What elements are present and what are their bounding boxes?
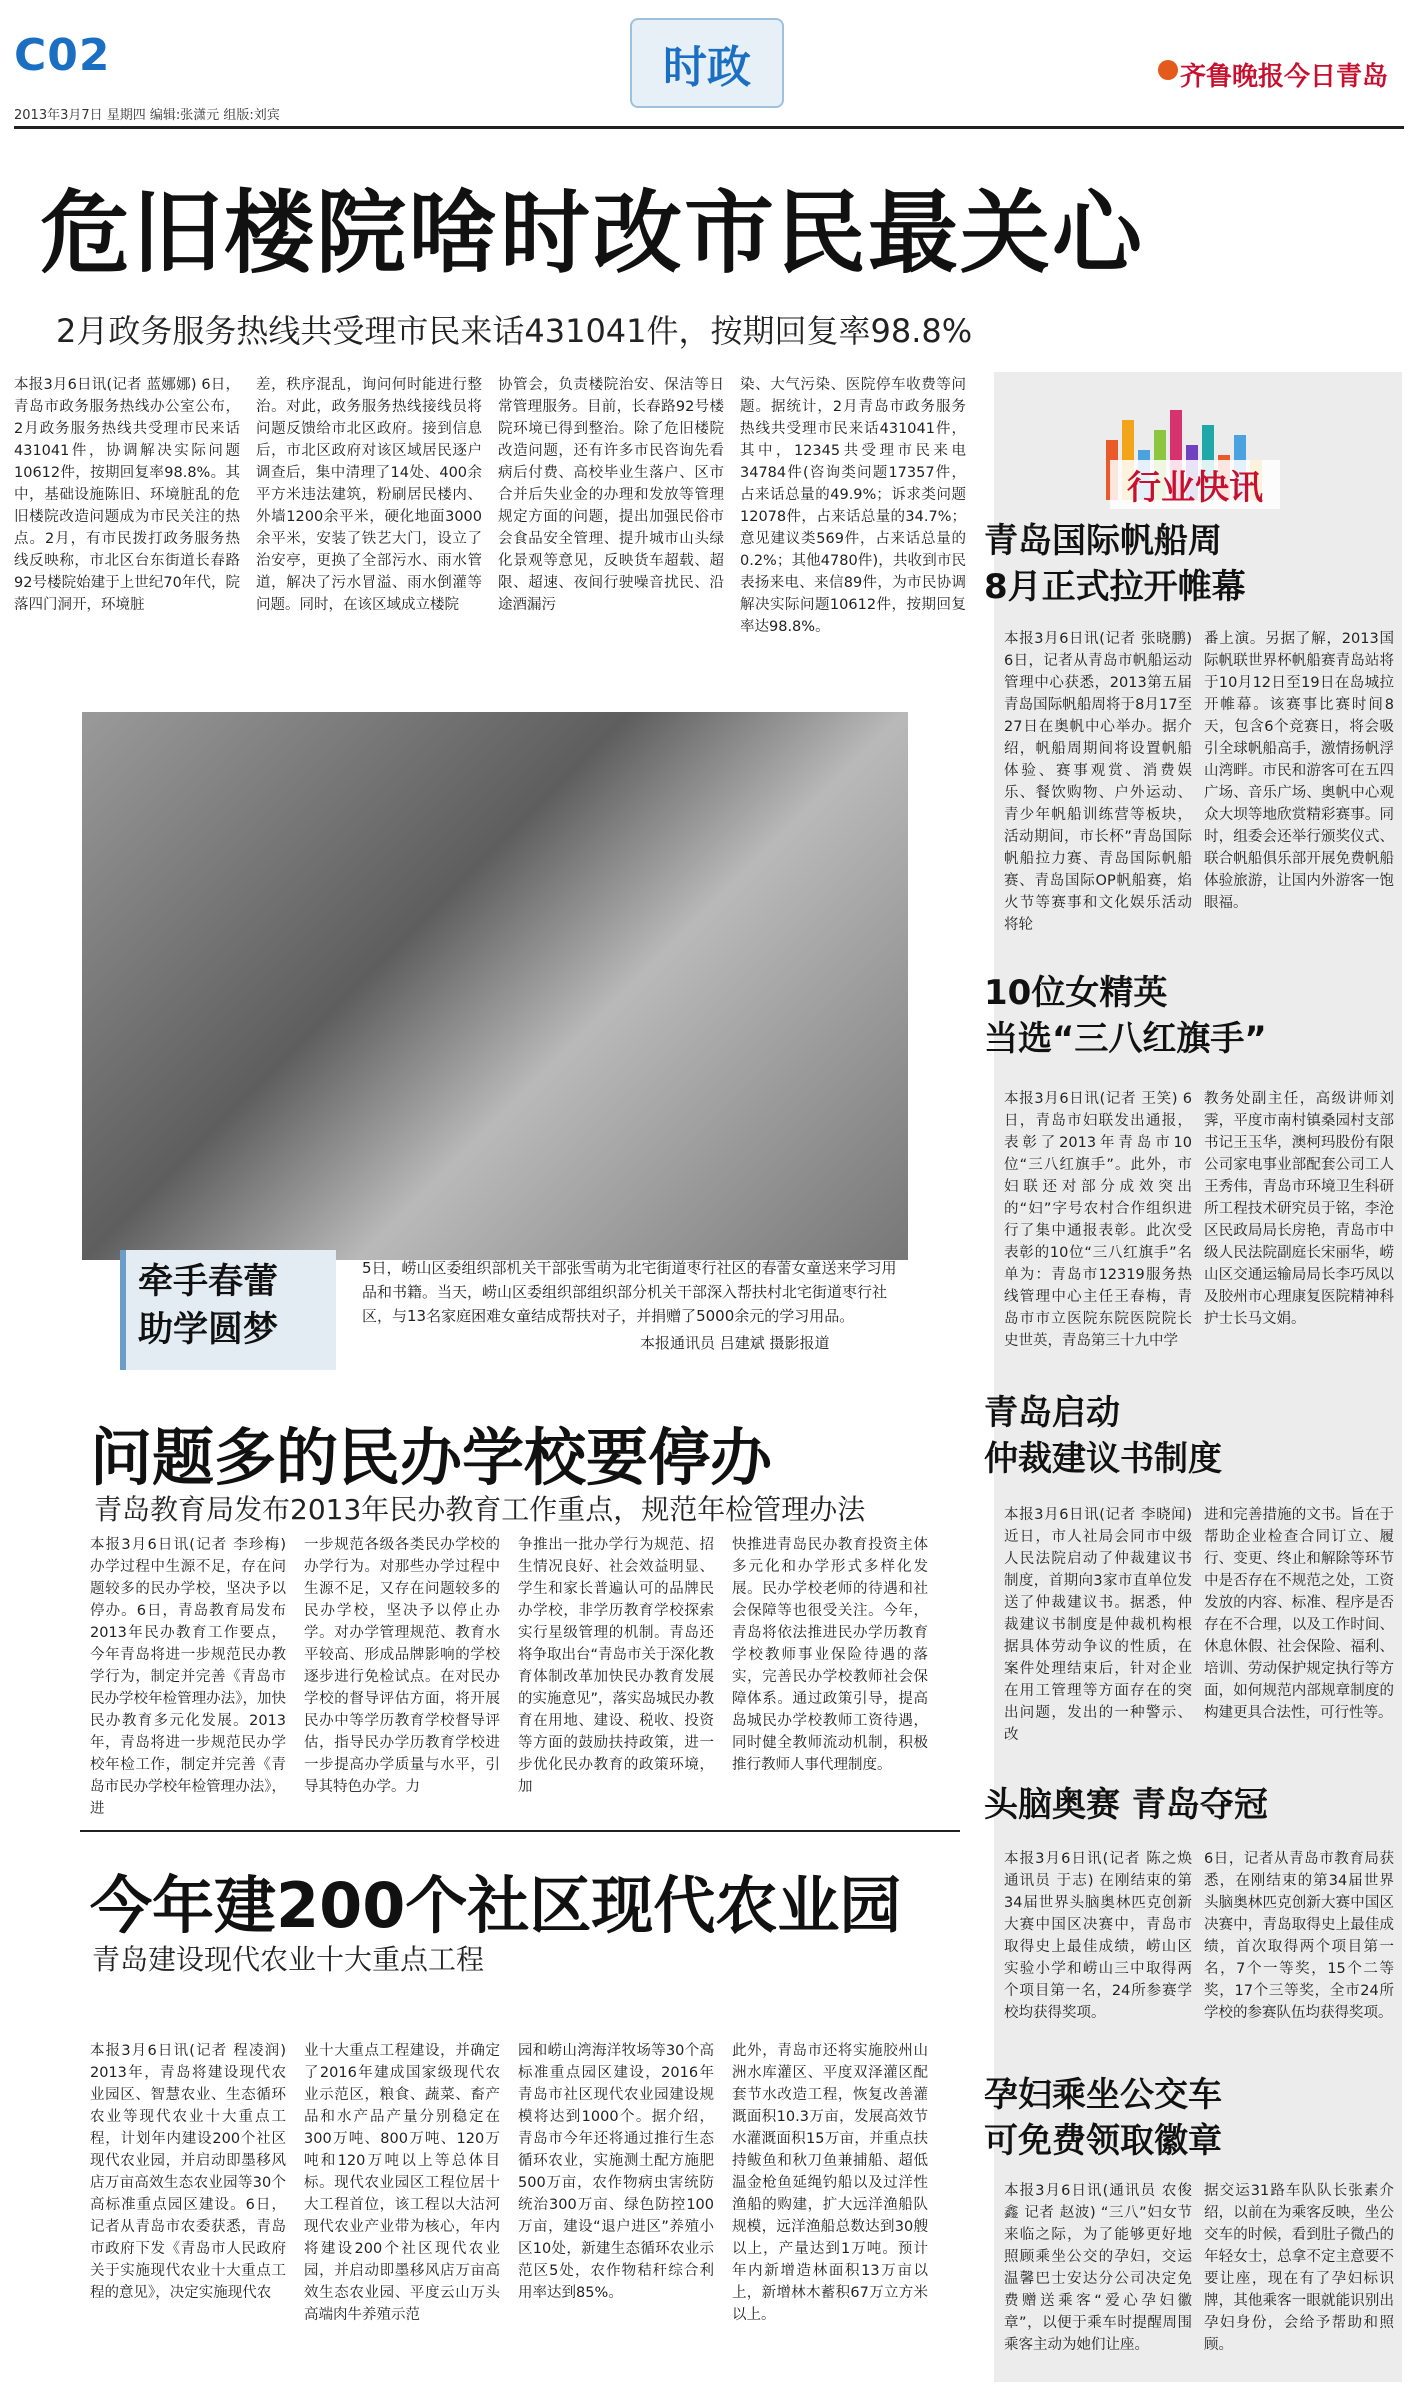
brief-3-title — [984, 1390, 1222, 1482]
brief-1-title-line1: 青岛国际帆船周 — [984, 521, 1222, 561]
article-divider — [80, 1830, 960, 1832]
brief-1-title — [984, 518, 1246, 610]
brief-4-col-1: 本报3月6日讯(记者 陈之焕 通讯员 于志) 在刚结束的第34届世界头脑奥林匹克创新大赛中国区决赛中，青岛市取得史上最佳成绩，崂山区实验小学和崂山三中取得两个项目第一名，24所参赛学校均获得奖项。 — [1004, 1851, 1192, 2021]
section-tab: 时政 — [630, 18, 784, 108]
article3-col-1: 本报3月6日讯(记者 程凌润) 2013年，青岛将建设现代农业园区、智慧农业、生态循环农业等现代农业十大重点工程，计划年内建设200个社区现代农业园，并启动即墨移风店万亩高效生态农业园等30个高标准重点园区建设。6日，记者从青岛市农委获悉，青岛市政府下发《青岛市人民政府关于实施现代农业十大重点工程的意见》，决定实施现代农 — [90, 2043, 286, 2301]
page-number: C02 — [14, 30, 111, 81]
article3-col-2: 业十大重点工程建设，并确定了2016年建成国家级现代农业示范区，粮食、蔬菜、畜产品和水产品产量分别稳定在300万吨、800万吨、120万吨和120万吨以上等总体目标。现代农业园区工程位居十大工程首位，该工程以大沽河现代农业产业带为核心，年内将建设200个社区现代农业园，并启动即墨移风店万亩高效生态农业园、平度云山万头高端肉牛养殖示范 — [304, 2043, 500, 2323]
brief-1-col-2: 番上演。另据了解，2013国际帆联世界杯帆船赛青岛站将于10月12日至19日在岛城拉开帷幕。该赛事比赛时间8天，包含6个竞赛日，将会吸引全球帆船高手，激情扬帆浮山湾畔。市民和游客可在五四广场、音乐广场、奥帆中心观众大坝等地欣赏精彩赛事。同时，组委会还举行颁奖仪式、联合帆船俱乐部开展免费帆船体验旅游，让国内外游客一饱眼福。 — [1204, 631, 1394, 911]
industry-news-logo — [1100, 400, 1280, 510]
brief-4-title-line1: 头脑奥赛 青岛夺冠 — [984, 1785, 1268, 1825]
brief-4-title — [984, 1782, 1268, 1828]
brief-3-col-1: 本报3月6日讯(记者 李晓闻) 近日，市人社局会同市中级人民法院启动了仲裁建议书制度，首期向3家市直单位发送了仲裁建议书。据悉，仲裁建议书制度是仲裁机构根据具体劳动争议的性质，在案件处理结束后，针对企业在用工管理等方面存在的突出问题，发出的一种警示、改 — [1004, 1507, 1192, 1743]
photo-credit: 本报通讯员 吕建斌 摄影报道 — [640, 1334, 830, 1352]
brief-2-title-line2: 当选“三八红旗手” — [984, 1019, 1267, 1059]
paper-logo-icon — [1158, 60, 1178, 80]
brief-4-col-2: 6日，记者从青岛市教育局获悉，在刚结束的第34届世界头脑奥林匹克创新大赛中国区决赛中，青岛取得史上最佳成绩，首次取得两个项目第一名，7个一等奖，15个二等奖，17个三等奖，全市24所学校的参赛队伍均获得奖项。 — [1204, 1851, 1394, 2021]
article2-headline: 问题多的民办学校要停办 — [90, 1421, 773, 1494]
article2-col-1: 本报3月6日讯(记者 李珍梅) 办学过程中生源不足，存在问题较多的民办学校，坚决予以停办。6日，青岛教育局发布2013年民办教育工作要点，今年青岛将进一步规范民办教学行为，制定并完善《青岛市民办学校年检管理办法》，加快民办教育多元化发展。2013年，青岛将进一步规范民办学校年检工作，制定并完善《青岛市民办学校年检管理办法》，进 — [90, 1537, 286, 1817]
brief-2-col-1: 本报3月6日讯(记者 王笑) 6日，青岛市妇联发出通报，表彰了2013年青岛市10位“三八红旗手”。此外，市妇联还对部分成效突出的“妇”字号农村合作组织进行了集中通报表彰。此次受表彰的10位“三八红旗手”名单为：青岛市12319服务热线管理中心主任王春梅，青岛市市立医院东院医院院长史世英，青岛第三十九中学 — [1004, 1091, 1192, 1349]
page-meta: 2013年3月7日 星期四 编辑:张潇元 组版:刘宾 — [14, 108, 280, 123]
industry-news-logo-text: 行业快讯 — [1110, 460, 1280, 509]
article3-subtitle: 青岛建设现代农业十大重点工程 — [92, 1943, 485, 1976]
paper-name: 齐鲁晚报今日青岛 — [1180, 62, 1389, 92]
brief-5-col-1: 本报3月6日讯(通讯员 农俊鑫 记者 赵波) “三八”妇女节来临之际，为了能够更好地照顾乘坐公交的孕妇，交运温馨巴士安达分公司决定免费赠送乘客“爱心孕妇徽章”，以便于乘车时提醒周围乘客主动为她们让座。 — [1004, 2183, 1192, 2353]
photo-caption: 5日，崂山区委组织部机关干部张雪萌为北宅街道枣行社区的春蕾女童送来学习用品和书籍。当天，崂山区委组织部组织部分机关干部深入帮扶村北宅街道枣行社区，与13名家庭困难女童结成帮扶对子，并捐赠了5000余元的学习用品。 — [362, 1259, 897, 1325]
brief-5-col-2: 据交运31路车队队长张素介绍，以前在为乘客反映，坐公交车的时候，看到肚子微凸的年轻女士，总拿不定主意要不要让座，现在有了孕妇标识牌，其他乘客一眼就能识别出孕妇身份，会给予帮助和照顾。 — [1204, 2183, 1394, 2353]
brief-2-title — [984, 970, 1267, 1062]
article2-col-4: 快推进青岛民办教育投资主体多元化和办学形式多样化发展。民办学校老师的待遇和社会保障等也很受关注。今年，青岛将依法推进民办学历教育学校教师事业保险待遇的落实，完善民办学校教师社会保障体系。通过政策引导，提高岛城民办学校教师工资待遇，同时健全教师流动机制，积极推行教师人事代理制度。 — [732, 1537, 928, 1773]
brief-2-col-2: 教务处副主任，高级讲师刘霁，平度市南村镇桑园村支部书记王玉华，澳柯玛股份有限公司家电事业部配套公司工人王秀伟，青岛市环境卫生科研所工程技术研究员于铭，李沧区民政局局长房艳，青岛市中级人民法院副庭长宋丽华，崂山区交通运输局局长李巧凤以及胶州市心理康复医院精神科护士长马文娟。 — [1204, 1091, 1394, 1327]
brief-5-title-line1: 孕妇乘坐公交车 — [984, 2075, 1222, 2115]
article2-subtitle: 青岛教育局发布2013年民办教育工作重点，规范年检管理办法 — [94, 1493, 866, 1526]
photo-caption-title — [138, 1258, 278, 1354]
article2-col-2: 一步规范各级各类民办学校的办学行为。对那些办学过程中生源不足，又存在问题较多的民办学校，坚决予以停止办学。对办学管理规范、教育水平较高、形成品牌影响的学校逐步进行免检试点。在对民办学校的督导评估方面，将开展民办中等学历教育学校督导评估，指导民办学历教育学校进一步提高办学质量与水平，引导其特色办学。力 — [304, 1537, 500, 1795]
lead-col-1: 本报3月6日讯(记者 蓝娜娜) 6日，青岛市政务服务热线办公室公布，2月政务服务热线共受理市民来话431041件，协调解决实际问题10612件，按期回复率98.8%。其中，基础设施陈旧、环境脏乱的危旧楼院改造问题成为市民关注的热点。2月，有市民拨打政务服务热线反映称，市北区台东街道长春路92号楼院始建于上世纪70年代，院落四门洞开，环境脏 — [14, 377, 240, 613]
article3-headline: 今年建200个社区现代农业园 — [90, 1869, 902, 1942]
brief-5-title-line2: 可免费领取徽章 — [984, 2121, 1222, 2161]
brief-2-title-line1: 10位女精英 — [984, 973, 1168, 1013]
brief-5-title — [984, 2072, 1222, 2164]
article3-col-4: 此外，青岛市还将实施胶州山洲水库灌区、平度双泽灌区配套节水改造工程，恢复改善灌溉面积10.3万亩，发展高效节水灌溉面积15万亩，并重点扶持鲅鱼和秋刀鱼兼捕船、超低温金枪鱼延绳钓船以及过洋性渔船的购建，扩大远洋渔船队规模，远洋渔船总数达到30艘以上，产量达到1万吨。预计年内新增造林面积13万亩以上，新增林木蓄积67万立方米以上。 — [732, 2043, 928, 2323]
lead-subtitle: 2月政务服务热线共受理市民来话431041件，按期回复率98.8% — [56, 312, 973, 350]
brief-1-col-1: 本报3月6日讯(记者 张晓鹏) 6日，记者从青岛市帆船运动管理中心获悉，2013第五届青岛国际帆船周将于8月17至27日在奥帆中心举办。据介绍，帆船周期间将设置帆船体验、赛事观赏、消费娱乐、餐饮购物、户外运动、青少年帆船训练营等板块，活动期间，市长杯”青岛国际帆船拉力赛、青岛国际帆船赛、青岛国际OP帆船赛，焰火节等赛事和文化娱乐活动将轮 — [1004, 631, 1192, 933]
photo-caption-title-line2: 助学圆梦 — [138, 1310, 279, 1350]
lead-headline: 危旧楼院啥时改市民最关心 — [40, 181, 1144, 286]
photo-caption-title-line1: 牵手春蕾 — [138, 1262, 279, 1302]
lead-col-2: 差，秩序混乱，询问何时能进行整治。对此，政务服务热线接线员将问题反馈给市北区政府。接到信息后，市北区政府对该区域居民逐户调查后，集中清理了14处、400余平方米违法建筑，粉刷居民楼内、外墙1200余平米，硬化地面3000余平米，安装了铁艺大门，设立了治安亭，更换了全部污水、雨水管道，解决了污水冒溢、雨水倒灌等问题。同时，在该区域成立楼院 — [256, 377, 482, 613]
article2-col-3: 争推出一批办学行为规范、招生情况良好、社会效益明显、学生和家长普遍认可的品牌民办学校，非学历教育学校探索实行星级管理的机制。青岛还将争取出台“青岛市关于深化教育体制改革加快民办教育发展的实施意见”，落实岛城民办教育在用地、建设、税收、投资等方面的鼓励扶持政策，进一步优化民办教育的政策环境，加 — [518, 1537, 715, 1795]
lead-col-3: 协管会，负责楼院治安、保洁等日常管理服务。目前，长春路92号楼院环境已得到整治。除了危旧楼院改造问题，还有许多市民咨询先看病后付费、高校毕业生落户、区市合并后失业金的办理和发放等管理规定方面的问题，提出加强民俗市会食品安全管理、提升城市山头绿化景观等意见，反映货车超载、超限、超速、夜间行驶噪音扰民、沿途酒漏污 — [498, 377, 724, 613]
brief-3-title-line1: 青岛启动 — [984, 1393, 1120, 1433]
brief-3-col-2: 进和完善措施的文书。旨在于帮助企业检查合同订立、履行、变更、终止和解除等环节中是否存在不规范之处，工资发放的内容、标准、程序是否存在不合理，以及工作时间、休息休假、社会保险、福利、培训、劳动保护规定执行等方面，如何规范内部规章制度的构建更具合法性，可行性等。 — [1204, 1507, 1394, 1721]
brief-3-title-line2: 仲裁建议书制度 — [984, 1439, 1222, 1479]
brief-1-title-line2: 8月正式拉开帷幕 — [984, 567, 1246, 607]
article3-col-3: 园和崂山湾海洋牧场等30个高标准重点园区建设，2016年青岛市社区现代农业园建设规模将达到1000个。据介绍，青岛市今年还将通过推行生态循环农业，实施测土配方施肥500万亩，农作物病虫害统防统治300万亩、绿色防控100万亩，建设“退户进区”养殖小区10处，新建生态循环农业示范区5处，农作物秸秆综合利用率达到85%。 — [518, 2043, 714, 2301]
top-divider — [14, 126, 1404, 129]
news-photo — [82, 712, 908, 1260]
lead-col-4: 染、大气污染、医院停车收费等问题。据统计，2月青岛市政务服务热线共受理市民来话431041件，其中，12345共受理市民来电34784件(咨询类问题17357件，占来话总量的49.9%；诉求类问题12078件，占来话总量的34.7%；意见建议类569件，占来话总量的0.2%；其他4780件)，共收到市民表扬来电、来信89件，为市民协调解决实际问题10612件，按期回复率达98.8%。 — [740, 377, 966, 635]
